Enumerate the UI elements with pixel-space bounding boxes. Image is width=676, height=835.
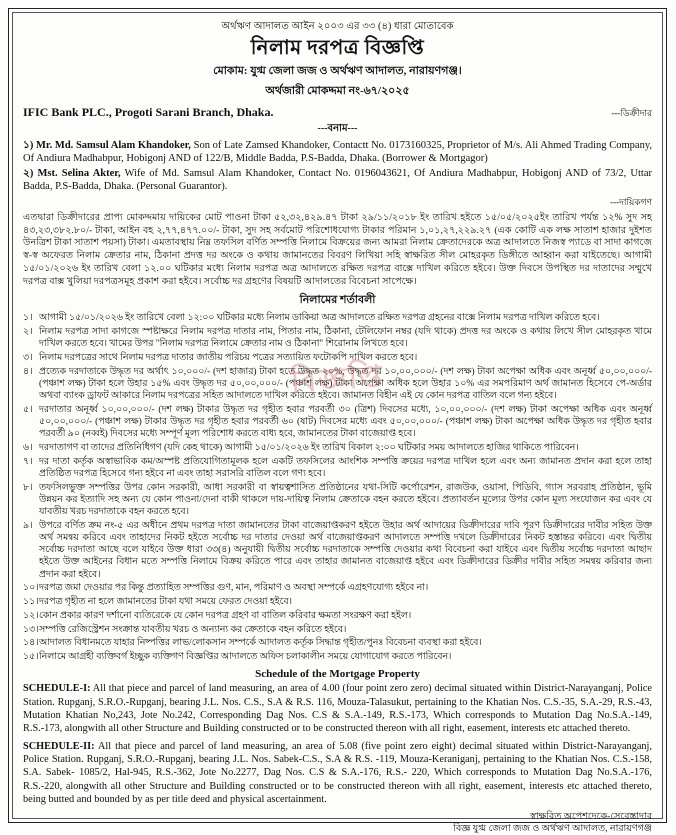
- party-2-number: ২): [23, 167, 34, 179]
- party-1-number: ১): [23, 140, 34, 151]
- signature-block: [23, 811, 652, 835]
- terms-list: [23, 312, 652, 663]
- term-text: দরদাতার অনূর্ধ্ব ১০,০০,০০০/- (দশ লক্ষ) টাকার উদ্ধৃত দর গৃহীত হবার পরবর্তী ৩০ (ত্রিশ) দিবসের মধ্যে, ১০,০০,০০০/- (দশ লক্ষ) টাকা অপেক্ষা অধিক এবং অনূর্ধ্ব ৫০,০০,০০০/- (পঞ্চাশ লক্ষ) টাকার উদ্ধৃত দর গৃহীত হবার পরবর্তী ৬০ (ষাট) দিবসের মধ্যে এবং ৫০,০০,০০০/- (পঞ্চাশ লক্ষ) টাকা অপেক্ষা অধিক উদ্ধৃত দর গৃহীত হবার পরবর্তী ৯০ (নব্বই) দিবসের মধ্যে সম্পূর্ণ মূল্য পরিশোধ করতে বাধ্য হবে, জামানতের টাকা বাজেয়াপ্ত হবে।: [39, 404, 652, 440]
- term-item: [23, 456, 652, 480]
- term-number: ৭।: [23, 456, 33, 467]
- act-reference: অর্থঋণ আদালত আইন ২০০৩ এর ৩৩ (৪) ধারা মোতাবেক: [221, 21, 454, 32]
- term-item: [23, 326, 652, 350]
- party-2-details: Wife of Md. Samsul Alam Khandoker, Contact No. 0196043621, Of Andiura Madhabpur, Hobigonj AND of 73/2, Uttar Badda, P.S-Badda, Dhaka. (Personal Guarantor).: [23, 167, 652, 193]
- term-text: দর দাতা কর্তৃক অস্বাভাবিক কম/অস্পষ্ট প্রতিযোগিতামূলক হলে একটি তফসিলের আংশিক সম্পত্তি ক্রয়ের দরপত্র দাখিল হলে এবং অন্য জামানত প্রদান করা হলে তাহা প্রতিষ্ঠিত দরপত্র হিসেবে গন্য হইবে না এবং তাহা সরাসরি বাতিল বলে গণ্য হবে।: [39, 456, 652, 479]
- term-number: ২।: [23, 326, 33, 337]
- term-item: [23, 366, 652, 403]
- term-item: [23, 624, 652, 636]
- term-number: ৩।: [23, 352, 33, 363]
- term-number: ৮।: [23, 482, 33, 493]
- party-2: [23, 167, 652, 194]
- term-text: দরপত্র জমা দেওয়ার পর কিন্তু প্রত্যাহিত সম্পত্তির গুণ, মান, পরিমাণ ও অবস্থা সম্পর্কে এগ্রহণযোগ্য হইবে না।: [39, 583, 429, 594]
- schedule-1-label: SCHEDULE-I:: [23, 683, 91, 695]
- terms-heading: নিলামের শর্তাবলী: [299, 294, 376, 307]
- court-line: মোকাম: যুগ্ম জেলা জজ ও অর্থঋণ আদালত, নারায়ণগঞ্জ।: [213, 65, 462, 77]
- schedule-1-text: All that piece and parcel of land measuring, an area of 4.00 (four point zero zero) decimal situated within District-Narayanganj, Police Station. Rupganj, S.R.O.-Rupganj, bearing J.L. Nos. C.S., S.A & R.S. 116, Mouza-Talasukut, pertaining to the Khatian Nos. C.S.-35, S.A.-29, R.S.-43, Mutation Khatian No,243, Jote No.242, Corresponding Dag Nos. C.S & S.A.-149, R.S.-173, Which corresponds to Mutation Dag No.S.A.-149, R.S.-173, alongwith all other Structure and Building constructed or to be constructed thereon with all right, easement, interests etc attached thereto.: [23, 683, 652, 735]
- term-text: উপরে বর্ণিত ক্রম নং-৫ এর অধীনে প্রথম দরপত্র দাতা জামানতের টাকা বাজেয়াপ্তকরণ হইতে উহার অর্থ আদায়ের ডিক্রীদারের দাবি পূরণ ডিক্রীদারের দাবীর সহিত উক্ত অর্থ সমন্বয় করিবে এবং তাহাদের নিকট হইতে সর্বোচ্চ দর দাতার দেওয়া অর্থ বাজেয়াপ্তকরণ আদালতে সম্পত্তি দখলে ডিক্রীদারের নিকট হস্তান্তর করিবে। এবং দ্বিতীয় সর্বোচ্চ দরদাতা আছে বলে যাইবে উক্ত ধারা ৩৩(৪) অনুযায়ী দ্বিতীয় সর্বোচ্চ দরদাতাকে সম্পত্তি দেওয়ার কথা বিবেচনা করা যাইবে এবং দ্বিতীয় সর্বোচ্চ দরদাতা আছাদ হইতে উক্ত আইনের বিধান মতে সম্পত্তি নিলামে বিক্রয় করিতে পারে এবং তাহার জামানত বাজেয়াপ্ত হইবে এবং ডিক্রীদারের ডিক্রীর দাবীর সহিত সমন্বয় করিবার জন্য প্রদান করা হইবে।: [39, 520, 652, 580]
- term-number: ১৫।: [23, 651, 39, 662]
- decree-holder-name: IFIC Bank PLC., Progoti Sarani Branch, Dhaka.: [23, 105, 274, 119]
- case-number: অর্থজারী মোকদ্দমা নং-৬৭/২০২৫: [265, 85, 410, 97]
- decree-holder-row: [23, 104, 652, 121]
- signature-line-1: স্বাক্ষরিত অপেশদেকে-সেরেস্তাদার: [530, 811, 652, 822]
- term-item: [23, 596, 652, 608]
- schedule-1: [23, 682, 652, 736]
- outer-border: [8, 8, 667, 834]
- term-item: [23, 582, 652, 594]
- page-title: নিলাম দরপত্র বিজ্ঞপ্তি: [250, 37, 425, 59]
- term-number: ৫।: [23, 404, 33, 415]
- term-number: ১।: [23, 313, 33, 324]
- party-1-name: Mr. Md. Samsul Alam Khandoker,: [36, 140, 191, 151]
- term-number: ১০।: [23, 583, 39, 594]
- term-item: [23, 404, 652, 441]
- term-item: [23, 352, 652, 364]
- party-1-details: Son of Late Zamsed Khandoker, Contactt No. 0173160325, Proprietor of M/s. Ali Ahmed Trading Company, Of Andiura Madhabpur, Hobigonj AND of 122/B, Middle Badda, P.S-Badda, Dhaka. (Borrower & Mortgagor): [23, 140, 653, 165]
- term-number: ১৩।: [23, 624, 39, 635]
- term-text: আদালত বিধানমতে যাহার নিষ্পত্তির লাভ/লোকসান সম্পর্কে আদালত কর্তৃক সিদ্ধান্ত গৃহীত/পুনঃ বিবেচনা ব্যবস্থা করা হইবে।: [39, 638, 482, 649]
- term-text: আগামী ১৫/০১/২০২৬ ইং তারিখে বেলা ১২:০০ ঘটিকার মধ্যে নিলাম ডাকিয়া অত্র আদালতে রক্ষিত দরপত্র গ্রহনের বাক্সে নিলাম দরপত্র দাখিল করিতে হবে।: [39, 313, 600, 324]
- term-number: ১১।: [23, 597, 39, 608]
- term-text: দরদাতাগণ বা তাদের প্রতিনিধিগণ (যদি কেহ থাকে) আগামী ১৫/০১/২০২৬ ইং তারিখ বিকাল ২:০০ ঘটিকার সময় আদালতে হাজির থাকিতে পারিবেন।: [39, 442, 579, 453]
- term-number: ১৪।: [23, 638, 39, 649]
- term-item: [23, 610, 652, 622]
- schedule-2: [23, 740, 652, 807]
- party-1: [23, 139, 652, 166]
- claim-paragraph: এতদ্বারা ডিক্রীদারের প্রাপ্য মোকদ্দমায় দায়িকের মোট পাওনা টাকা ৫২,৩২,৪২৯.৪৭ টাকা ২৯/১১/২০১৮ ইং তারিখ হইতে ১৫/০৫/২০২৫ইং তারিখ পর্যন্ত ১২% সুদ সহ ৪৩,২৩,৩৮২.৮০/- টাকা, আইন বহ ২,৭৭,৪৭৭.০০/- টাকা, সুদ সহ সর্বমোট পরিশোধযোগ্য টাকার পরিমান ১,০১,২৭,২২৯.২৭ (এক কোটি এক লক্ষ সাতাশ হাজার দুইশত উনত্রিশ টাকা সাতাশ পয়সা) টাকা। এমতাবস্থায় নিম্ন তফসিল বর্ণিত সম্পত্তি নিলামে বিক্রয়ের জন্য আমরা নিলাম ক্রেতাদেরকে অত্র আদালতে নিজস্ব প্যাডে বা সাদা কাগজে স্ব-স্ব অফেরত নিলাম ক্রেতার নাম, ঠিকানা প্রদত্ত দর অংকে ও কথায় জামানতের বিবরণ লিখিয়া সহি স্বাক্ষরিত সীল মোহরকৃত ডিঙ্গীতে আহ্বান করা যাইতেছে। আগামী ১৫/০১/২০২৬ ইং তারিখ বেলা ১২.০০ ঘটিকার মধ্যে নিলাম দরপত্র অত্র আদালতে রক্ষিত দরপত্র বাক্সে দাখিল করিতে হইবে। উক্ত দিবসে উপস্থিত দর দাতাদের সম্মুখে দরপত্র বাক্স খুলিয়া দরপত্রসমূহ প্রকাশ করা হইবে। সর্বোচ্চ দর গ্রহণের বিষয়টি আদালতের বিবেচনা সাপেক্ষে।: [23, 211, 652, 287]
- term-item: [23, 442, 652, 454]
- term-item: [23, 482, 652, 519]
- term-text: তফসিলভুক্ত সম্পত্তির উপর কোন সরকারী, আধা সরকারী বা স্বায়ত্বশাসিত প্রতিষ্ঠানের যথা-সিটি কর্পোরেশন, রাজউক, ওয়াসা, পিডিবি, গ্যাস সরবরাহ প্রতিষ্ঠান, ভূমি উন্নয়ন কর ইত্যাদি সহ অন্য যে কোন পাওনা/দেনা বাকী থাকলে দায়-দায়িত্ব নিলাম ক্রেতাকে বহন করতে হইবে। প্রত্যাবর্তন মূল্যের উপর কোন মূল্য সংযোজন কর এবং যে যাবতীয় খরচ দরদাতাকে বহন করতে হবে।: [39, 482, 652, 518]
- schedule-2-text: All that piece and parcel of land measuring, an area of 5.08 (five point zero eight) decimal situated within District-Narayanganj, Police Station. Rupganj, S.R.O.-Rupganj, bearing J.L. Nos. Sabek-C.S., S.A & R.S. -119, Mouza-Keraniganj, pertaining to the Khatian Nos. C.S.-158, S.A. Sabek- 1085/2, Hal-945, R.S.-362, Jote No.2277, Dag Nos. C.S & S.A.-176, R.S.- 220, Which corresponds to Mutation Dag No.S.A.-176, R.S.-220, alongwith all other Structure and Building constructed or to be constructed thereon with all right, easement, interests etc attached thereto, being butted and bounded by as per title deed and physical ascertainment.: [23, 740, 652, 806]
- term-item: [23, 651, 652, 663]
- term-number: ৯।: [23, 520, 33, 531]
- decree-holder-tag: ---ডিক্রীদার: [611, 108, 652, 118]
- judgment-debtor-tag: ---দায়িকগণ: [610, 196, 652, 207]
- schedule-heading: Schedule of the Mortgage Property: [255, 668, 420, 681]
- term-number: ৪।: [23, 366, 33, 377]
- term-text: সম্পত্তি রেজিস্ট্রেশন সংক্রান্ত যাবতীয় খরচ ও অন্যান্য কর ক্রেতাকে বহন করিতে হইবে।: [39, 624, 347, 635]
- party-2-name: Mst. Selina Akter,: [37, 167, 121, 179]
- schedule-2-label: SCHEDULE-II:: [23, 740, 95, 752]
- versus-label: ---বনাম---: [317, 123, 358, 134]
- term-text: নিলামে আগ্রহী ব্যক্তিবর্গ ইচ্ছুক ব্যক্তিগণ বিজ্ঞপ্তির আদালতে অফিস চলাকালীন সময়ে যোগাযোগ করতে পারিবেন।: [39, 651, 452, 662]
- term-text: প্রত্যেক দরদাতাকে উদ্ধৃত দর অর্থাৎ ১০,০০০/- (দশ হাজার) টাকা হতে উদ্ধৃত ২০%, উদ্ধৃত দর ১০,০০,০০০/- (দশ লক্ষ) টাকা অপেক্ষা অধিক এবং অনূর্ধ্ব ৫০,০০,০০০/- (পঞ্চাশ লক্ষ) টাকা হলে উহার ১৫% এবং উদ্ধৃত দর ৫০,০০,০০০/- (পঞ্চাশ লক্ষ) টাকা অপেক্ষা অধিক হলে উহার ১০% এর সমপরিমাণ অর্থ জামানত হিসেবে পে-অর্ডার অথবা ব্যাংক ড্রাফট আকারে নিলাম দরপত্রের সহিত আদালতে দাখিল করিতে হইবে। জামানত বিহীন এই যে কোন দরপত্র বাতিল বলে গন্য হইবে।: [39, 366, 652, 402]
- term-item: [23, 520, 652, 581]
- notice-content: [12, 12, 663, 834]
- term-text: দরপত্র গৃহীত না হলে জামানতের টাকা যথা সময়ে ফেরত দেওয়া হইবে।: [39, 597, 292, 608]
- signature-line-2: বিজ্ঞ যুগ্ম জেলা জজ ও অর্থঋণ আদালত, নারায়ণগঞ্জ: [453, 823, 652, 834]
- term-text: নিলাম দরপত্রের সাথে নিলাম দরপত্র দাতার জাতীয় পরিচয় পত্রের সত্যায়িত ফটোকপি দাখিল করতে হবে।: [39, 352, 418, 363]
- term-item: [23, 312, 652, 324]
- term-item: [23, 637, 652, 649]
- term-text: কোন প্রকার কারণ দর্শানো ব্যতিরেকে যে কোন দরপত্র গ্রহণ বা বাতিল করিবার ক্ষমতা সংরক্ষণ করা হইল।: [39, 610, 412, 621]
- term-number: ৬।: [23, 442, 33, 453]
- term-number: ১২।: [23, 610, 39, 621]
- term-text: নিলাম দরপত্র সাদা কাগজে স্পষ্টাক্ষরে নিলাম দরপত্র দাতার নাম, পিতার নাম, ঠিকানা, টেলিফোন নম্বর (যদি থাকে) প্রদত্ত দর অংকে ও কথায় লিখে সীল মোহরকৃত খামে দাখিল করতে হবে। খামের উপর "নিলাম দরপত্র নিলামে ক্রেতার নাম ও ঠিকানা" শিরোনাম লিখতে হবে।: [39, 326, 652, 350]
- watermark-text: বিজ্ঞপ্তি: [289, 359, 386, 400]
